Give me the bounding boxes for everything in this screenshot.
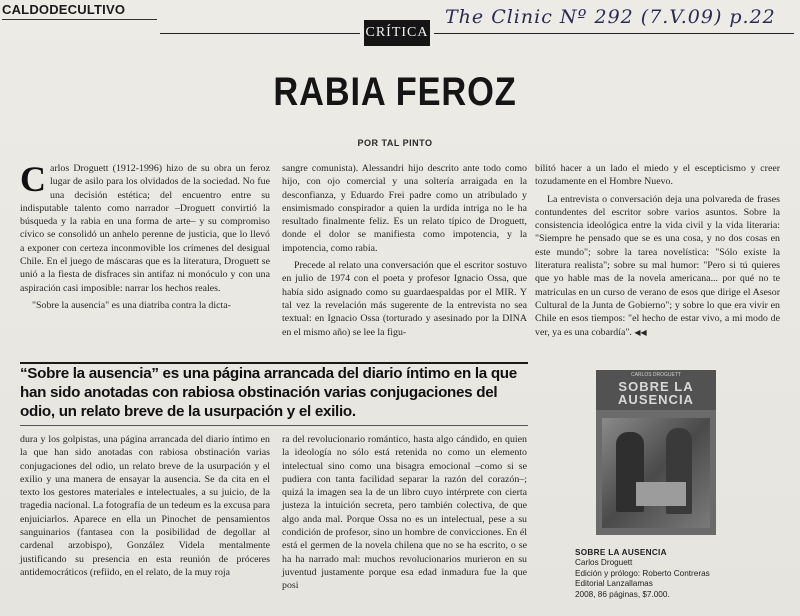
article-paragraph: ra del revolucionario romántico, hasta algo cándido, en quien la ideología no sólo está retenida no como un elemento intelectual sino como una bisagra emocional –como si se pudiera con tanta facilidad separar la razón del corazón–; quizá la imagen sea la de un libro cuyo intérprete con cierta justeza la intuición secreta, pero también colectiva, de que algo anda mal. Porque Ossa no es un intelectual, pese a su condición de profesor, sino un hombre de convicciones. En él está el germen de la novela chilena que no se ha escrito, o se ha ha narrado mal: muchos revolucionarios murieron en su juventud justamente porque esa edad inmadura fue la que posi xyxy=(282,434,527,592)
article-column-3 xyxy=(535,162,780,343)
section-label: CALDODECULTIVO xyxy=(2,2,126,17)
article-paragraph: "Sobre la ausencia" es una diatriba contra la dicta- xyxy=(32,299,231,311)
caption-title: SOBRE LA AUSENCIA xyxy=(575,548,667,557)
byline: POR TAL PINTO xyxy=(357,138,433,148)
article-paragraph: bilitó hacer a un lado el miedo y el escepticismo y creer tozudamente en el Hombre Nuevo. xyxy=(535,163,780,188)
category-rule-left xyxy=(160,33,360,34)
caption-details: 2008, 86 páginas, $7.000. xyxy=(575,589,670,599)
caption-author: Carlos Droguett xyxy=(575,558,633,568)
article-paragraph: sangre comunista). Alessandri hijo descrito ante todo como hijo, con ojo comercial y una soltería arraigada en la desconfianza, y Eduardo Frei padre como un atribulado y ensimismado conspirador a quien la urdida intriga no le ha resultado finalmente feliz. Es un relato típico de Droguett, donde el dolor se manifiesta como impotencia, y la impotencia, como rabia. xyxy=(282,163,527,254)
article-paragraph: Precede al relato una conversación que el escritor sostuvo en julio de 1974 con el poeta y profesor Ignacio Ossa, que había sido asignado como su guardaespaldas por el MIR. Y tal vez la revelación más sugerente de la entrevista no sea textual: en Ignacio Ossa (torturado y asesinado por la DINA en el mismo año) se lee la figu- xyxy=(282,260,527,338)
headline: RABIA FEROZ xyxy=(273,70,517,114)
pull-quote: “Sobre la ausencia” es una página arrancada del diario íntimo en la que han sido anotadas con rabiosa obstinación varias conjugaciones del odio, un relato breve de la usurpación y el exilio. xyxy=(20,365,517,420)
article-paragraph xyxy=(20,159,270,295)
book-cover-image xyxy=(596,370,716,535)
category-tag: CRÍTICA xyxy=(364,20,430,46)
article-paragraph xyxy=(535,193,780,339)
article-column-bottom-2 xyxy=(282,433,527,597)
caption-editor: Edición y prólogo: Roberto Contreras xyxy=(575,568,710,578)
book-cover-table xyxy=(636,482,686,506)
paragraph-text: La entrevista o conversación deja una polvareda de frases contundentes del escritor sobre varios asuntos. Sobre la consistencia ideológica entre la vida civil y la vida literaria: "Siempre he pensado que se es una cosa, y no dos cosas en este mundo"; sobre la tarea novelística: "Sólo existe la literatura realista"; sobre su mal humor: "Pero si tú quieres que yo hable mas de la novela americana... por qué no te matriculas en un curso de verano de esos que dirige el Asesor Cultural de la Junta de Gobierno"; y sobre lo que era vivir en Chile en esos tiempos: "el hecho de estar vivo, a mi modo de ver, ya es una cobardía". xyxy=(535,193,780,338)
caption-publisher: Editorial Lanzallamas xyxy=(575,579,653,589)
book-caption xyxy=(575,548,735,600)
handwritten-note: The Clinic Nº 292 (7.V.09) p.22 xyxy=(445,6,776,28)
book-cover-title: SOBRE LA AUSENCIA xyxy=(618,379,694,407)
paragraph-text: arlos Droguett (1912-1996) hizo de su obra un feroz lugar de asilo para los olvidados de la sociedad. No fue una decisión estética; del encuentro entre su indisputable talento como narrador –Droguett convirtió la búsqueda y la rabia en una forma de arte– y su compromiso cívico se consolidó un anhelo perenne de justicia, que lo llevó a exponer con certeza inconmovible los crímenes del desigual Chile. En el juego de máscaras que es la literatura, Droguett se unió a la fiesta de disfraces sin antifaz ni monóculo y con una aspiración casi imposible: narrar los hechos reales. xyxy=(20,163,270,294)
end-mark-icon: ◀◀ xyxy=(634,327,647,337)
section-rule xyxy=(2,19,157,20)
book-cover-author: CARLOS DROGUETT xyxy=(630,372,681,378)
article-column-1 xyxy=(20,159,270,316)
article-column-2 xyxy=(282,162,527,343)
pull-quote-rule-bottom xyxy=(20,425,528,426)
category-rule-right xyxy=(434,33,794,34)
article-column-bottom-1 xyxy=(20,433,270,583)
article-paragraph: dura y los golpistas, una página arrancada del diario íntimo en la que han sido anotadas con rabiosa obstinación varias conjugaciones del odio, un relato breve de la usurpación y el exilio y una manera de ensayar la ausencia. Se da cita en el texto los gestores materiales e intelectuales, a su juicio, de la tragedia nacional. La fotografía de un tedeum es la excusa para enjuiciarlos. Aparece en ella un Pinochet de pensamientos sanguinarios (fantasea con la posibilidad de degollar al cardenal arzobispo), González Videla mentalmente justificando su presencia en esta reunión de próceres antidemocráticos (refiido, en el relato, de la muy roja xyxy=(20,434,270,578)
drop-cap: C xyxy=(20,159,46,199)
